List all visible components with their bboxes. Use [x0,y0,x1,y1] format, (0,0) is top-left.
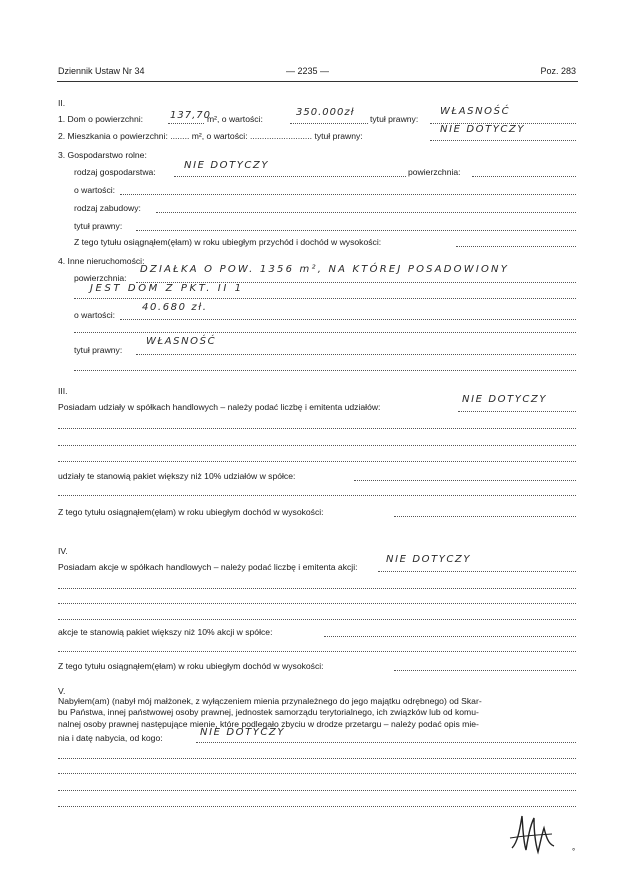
stocks-label: Posiadam akcje w spółkach handlowych – należy podać liczbę i emitenta akcji: [58,562,358,572]
farm-area-line [472,176,576,177]
property-heading: 4. Inne nieruchomości: [58,256,145,266]
property-area-line-2 [74,298,576,299]
acquisition-text-3: nalnej osoby prawnej następujące mienie, które podlegało zbyciu w drodze przetargu – należy podać opis mie- [58,719,479,729]
property-title-line [136,354,576,355]
farm-income-line [456,246,576,247]
journal-name: Dziennik Ustaw Nr 34 [58,66,145,76]
page-header [58,66,576,80]
section-3-heading: III. [58,386,68,396]
acquisition-text-2: bu Państwa, innej państwowej osoby prawnej, jednostek samorządu terytorialnego, ich związków lub od komu- [58,707,479,717]
stocks-line-3 [58,603,576,604]
apartment-label: 2. Mieszkania o powierzchni: ........ m², o wartości: .......................... tytuł prawny: [58,131,363,141]
property-area-value-2: JEST DOM Z PKT. II 1 [90,283,244,294]
house-area-line [168,123,204,124]
shares-line-2 [58,428,576,429]
farm-building-label: rodzaj zabudowy: [74,203,141,213]
property-title-label: tytuł prawny: [74,345,123,355]
shares-package-line-2 [58,495,576,496]
shares-value: NIE DOTYCZY [462,394,548,405]
acquisition-line-3 [58,773,576,774]
house-area-value: 137,70 [170,110,211,121]
header-rule [57,81,578,82]
property-title-line-2 [74,370,576,371]
house-value-label: m², o wartości: [207,114,263,124]
section-4-heading: IV. [58,546,68,556]
shares-line-3 [58,445,576,446]
farm-kind-label: rodzaj gospodarstwa: [74,167,156,177]
farm-title-line [136,230,576,231]
shares-label: Posiadam udziały w spółkach handlowych – należy podać liczbę i emitenta udziałów: [58,402,381,412]
acquisition-text-4: nia i datę nabycia, od kogo: [58,733,163,743]
position-number: Poz. 283 [540,66,576,76]
signature-icon [508,808,558,858]
acquisition-text-1: Nabyłem(am) (nabył mój małżonek, z wyłączeniem mienia przynależnego do jego majątku odrębnego) od Skar- [58,696,482,706]
farm-heading: 3. Gospodarstwo rolne: [58,150,147,160]
property-area-value-1: DZIAŁKA O POW. 1356 m², NA KTÓREJ POSADOWIONY [140,264,510,275]
stocks-value: NIE DOTYCZY [386,554,472,565]
apartment-title-value: NIE DOTYCZY [440,124,526,135]
house-value-value: 350.000zł [296,107,355,118]
shares-income-line [394,516,576,517]
section-2-heading: II. [58,98,66,108]
farm-income-label: Z tego tytułu osiągnąłem(ęłam) w roku ubiegłym przychód i dochód w wysokości: [74,237,382,247]
signature-mark: ° [572,847,576,856]
acquisition-value: NIE DOTYCZY [200,727,286,738]
farm-title-label: tytuł prawny: [74,221,123,231]
property-title-value: WŁASNOŚĆ [146,336,217,347]
farm-building-line [156,212,576,213]
shares-package-line [354,480,576,481]
house-value-line [290,123,368,124]
acquisition-line-5 [58,806,576,807]
stocks-package-line-2 [58,651,576,652]
house-title-value: WŁASNOŚĆ [440,106,511,117]
stocks-income-label: Z tego tytułu osiągnąłem(ęłam) w roku ubiegłym dochód w wysokości: [58,661,324,671]
shares-package-label: udziały te stanowią pakiet większy niż 10% udziałów w spółce: [58,471,296,481]
farm-kind-line [174,176,406,177]
property-value-label: o wartości: [74,310,116,320]
apartment-title-line [430,140,576,141]
section-5-heading: V. [58,686,66,696]
stocks-package-line [324,636,576,637]
stocks-income-line [394,670,576,671]
house-area-label: 1. Dom o powierzchni: [58,114,144,124]
stocks-line [378,571,576,572]
shares-line-4 [58,461,576,462]
shares-income-label: Z tego tytułu osiągnąłem(ęłam) w roku ubiegłym dochód w wysokości: [58,507,324,517]
stocks-package-label: akcje te stanowią pakiet większy niż 10% akcji w spółce: [58,627,273,637]
acquisition-line-4 [58,790,576,791]
stocks-line-4 [58,619,576,620]
acquisition-line-2 [58,758,576,759]
stocks-line-2 [58,588,576,589]
page-number: — 2235 — [286,66,330,76]
shares-line [458,411,576,412]
farm-kind-value: NIE DOTYCZY [184,160,270,171]
property-area-label: powierzchnia: [74,273,127,283]
farm-value-line [120,194,576,195]
farm-value-label: o wartości: [74,185,116,195]
acquisition-line [196,742,576,743]
house-title-label: tytuł prawny: [370,114,419,124]
property-value-value: 40.680 zł. [142,302,208,313]
property-extra-line [74,332,576,333]
farm-area-label: powierzchnia: [408,167,461,177]
property-value-line [120,319,576,320]
